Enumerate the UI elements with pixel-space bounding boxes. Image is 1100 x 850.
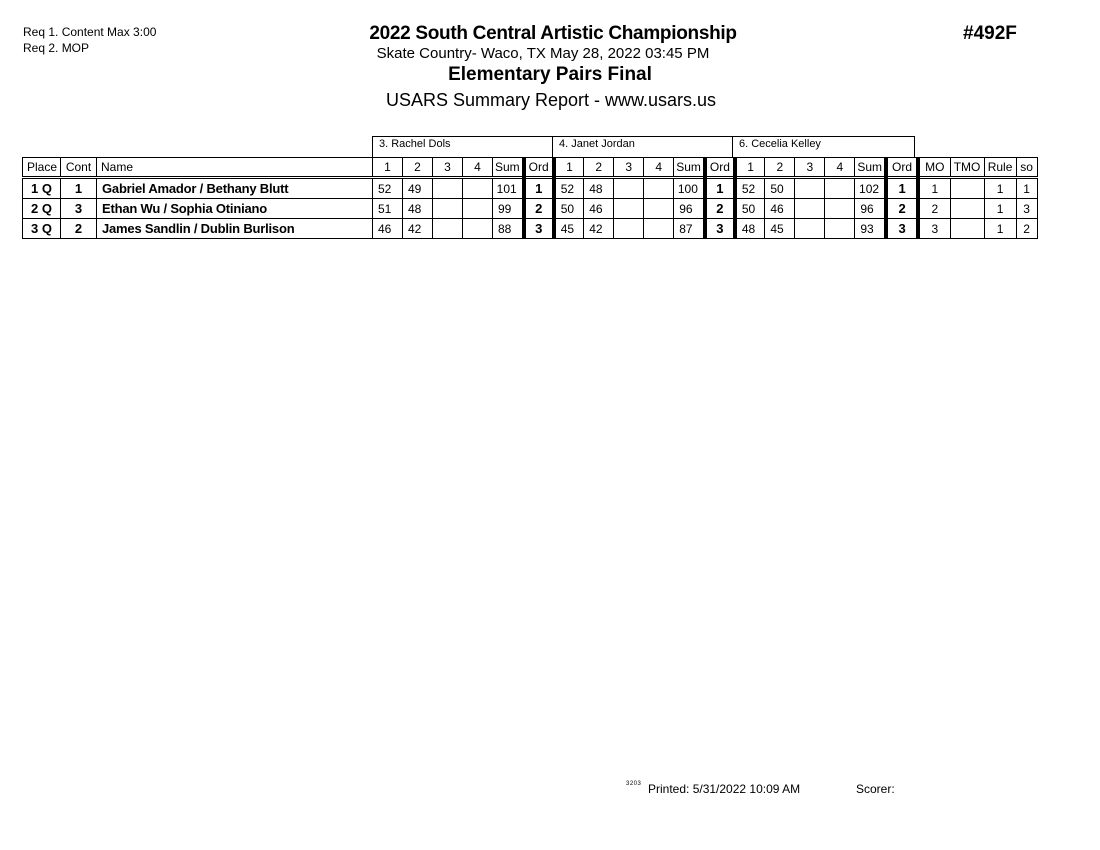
so: 2	[1016, 219, 1037, 239]
column-header-row	[23, 158, 1038, 178]
j1-score-4	[463, 178, 493, 199]
j1-sum: 101	[493, 178, 524, 199]
j1-score-2: 42	[403, 219, 433, 239]
tmo	[950, 178, 984, 199]
j2-col-4: 4	[644, 158, 674, 178]
j2-score-3	[614, 219, 644, 239]
j1-col-1: 1	[373, 158, 403, 178]
table-row	[23, 178, 1038, 199]
col-rule: Rule	[984, 158, 1016, 178]
venue-date: Skate Country- Waco, TX May 28, 2022 03:45 PM	[376, 45, 710, 62]
j3-score-3	[795, 199, 825, 219]
j3-col-sum: Sum	[855, 158, 886, 178]
j2-score-2: 46	[584, 199, 614, 219]
col-mo: MO	[918, 158, 950, 178]
report-title: USARS Summary Report - www.usars.us	[385, 90, 717, 110]
table-row	[23, 219, 1038, 239]
j3-score-2: 46	[765, 199, 795, 219]
j1-col-4: 4	[463, 158, 493, 178]
j2-score-2: 48	[584, 178, 614, 199]
j3-sum: 102	[855, 178, 886, 199]
j3-ord: 1	[886, 178, 918, 199]
j2-ord: 2	[705, 199, 735, 219]
j1-ord: 1	[524, 178, 554, 199]
j1-sum: 99	[493, 199, 524, 219]
j3-ord: 2	[886, 199, 918, 219]
j1-score-4	[463, 219, 493, 239]
j2-col-2: 2	[584, 158, 614, 178]
j2-col-sum: Sum	[674, 158, 705, 178]
j2-score-3	[614, 199, 644, 219]
j3-score-2: 50	[765, 178, 795, 199]
j1-ord: 3	[524, 219, 554, 239]
j2-score-4	[644, 199, 674, 219]
j1-col-sum: Sum	[493, 158, 524, 178]
rule: 1	[984, 199, 1016, 219]
j3-score-1: 48	[735, 219, 765, 239]
rule: 1	[984, 178, 1016, 199]
results-table	[22, 157, 1038, 239]
col-tmo: TMO	[950, 158, 984, 178]
j1-col-ord: Ord	[524, 158, 554, 178]
j1-score-1: 46	[373, 219, 403, 239]
requirement-1: Req 1. Content Max 3:00	[23, 25, 157, 39]
j1-score-3	[433, 178, 463, 199]
event-number: #492F	[963, 23, 1017, 44]
place: 2 Q	[23, 199, 61, 219]
j3-col-2: 2	[765, 158, 795, 178]
j1-score-1: 51	[373, 199, 403, 219]
skater-name: Ethan Wu / Sophia Otiniano	[97, 199, 373, 219]
judge-header-row	[372, 136, 915, 158]
j2-score-3	[614, 178, 644, 199]
col-so: so	[1016, 158, 1037, 178]
col-cont: Cont	[61, 158, 97, 178]
j3-score-2: 45	[765, 219, 795, 239]
j1-score-4	[463, 199, 493, 219]
j3-col-4: 4	[825, 158, 855, 178]
j1-col-3: 3	[433, 158, 463, 178]
j1-score-3	[433, 199, 463, 219]
cont: 3	[61, 199, 97, 219]
j2-sum: 100	[674, 178, 705, 199]
j2-score-2: 42	[584, 219, 614, 239]
mo: 1	[918, 178, 950, 199]
table-row	[23, 199, 1038, 219]
so: 1	[1016, 178, 1037, 199]
j3-sum: 96	[855, 199, 886, 219]
j3-score-4	[825, 178, 855, 199]
j1-ord: 2	[524, 199, 554, 219]
skater-name: Gabriel Amador / Bethany Blutt	[97, 178, 373, 199]
j2-sum: 96	[674, 199, 705, 219]
j2-score-1: 45	[554, 219, 584, 239]
mo: 2	[918, 199, 950, 219]
j3-sum: 93	[855, 219, 886, 239]
j3-score-1: 52	[735, 178, 765, 199]
j2-score-1: 50	[554, 199, 584, 219]
j2-col-3: 3	[614, 158, 644, 178]
scorer-label: Scorer:	[856, 782, 895, 796]
j2-score-4	[644, 178, 674, 199]
j2-score-1: 52	[554, 178, 584, 199]
judge-1-name: 3. Rachel Dols	[373, 137, 553, 159]
j2-col-ord: Ord	[705, 158, 735, 178]
so: 3	[1016, 199, 1037, 219]
j3-score-4	[825, 219, 855, 239]
j3-score-3	[795, 219, 825, 239]
j2-ord: 1	[705, 178, 735, 199]
place: 1 Q	[23, 178, 61, 199]
cont: 1	[61, 178, 97, 199]
j2-score-4	[644, 219, 674, 239]
j3-score-3	[795, 178, 825, 199]
j3-col-ord: Ord	[886, 158, 918, 178]
skater-name: James Sandlin / Dublin Burlison	[97, 219, 373, 239]
j2-ord: 3	[705, 219, 735, 239]
j3-col-3: 3	[795, 158, 825, 178]
j1-score-1: 52	[373, 178, 403, 199]
j3-score-4	[825, 199, 855, 219]
printed-timestamp: Printed: 5/31/2022 10:09 AM	[648, 782, 801, 796]
place: 3 Q	[23, 219, 61, 239]
mo: 3	[918, 219, 950, 239]
judge-3-name: 6. Cecelia Kelley	[733, 137, 915, 159]
cont: 2	[61, 219, 97, 239]
j1-sum: 88	[493, 219, 524, 239]
j1-score-2: 48	[403, 199, 433, 219]
j2-col-1: 1	[554, 158, 584, 178]
col-name: Name	[97, 158, 373, 178]
j3-ord: 3	[886, 219, 918, 239]
tmo	[950, 219, 984, 239]
rule: 1	[984, 219, 1016, 239]
tmo	[950, 199, 984, 219]
j1-score-2: 49	[403, 178, 433, 199]
competition-title: 2022 South Central Artistic Championship	[369, 23, 737, 44]
requirement-2: Req 2. MOP	[23, 41, 90, 55]
j1-score-3	[433, 219, 463, 239]
j2-sum: 87	[674, 219, 705, 239]
j1-col-2: 2	[403, 158, 433, 178]
j3-col-1: 1	[735, 158, 765, 178]
judge-2-name: 4. Janet Jordan	[553, 137, 733, 159]
j3-score-1: 50	[735, 199, 765, 219]
event-name: Elementary Pairs Final	[448, 64, 652, 85]
footer-code: 3203	[626, 781, 642, 787]
col-place: Place	[23, 158, 61, 178]
